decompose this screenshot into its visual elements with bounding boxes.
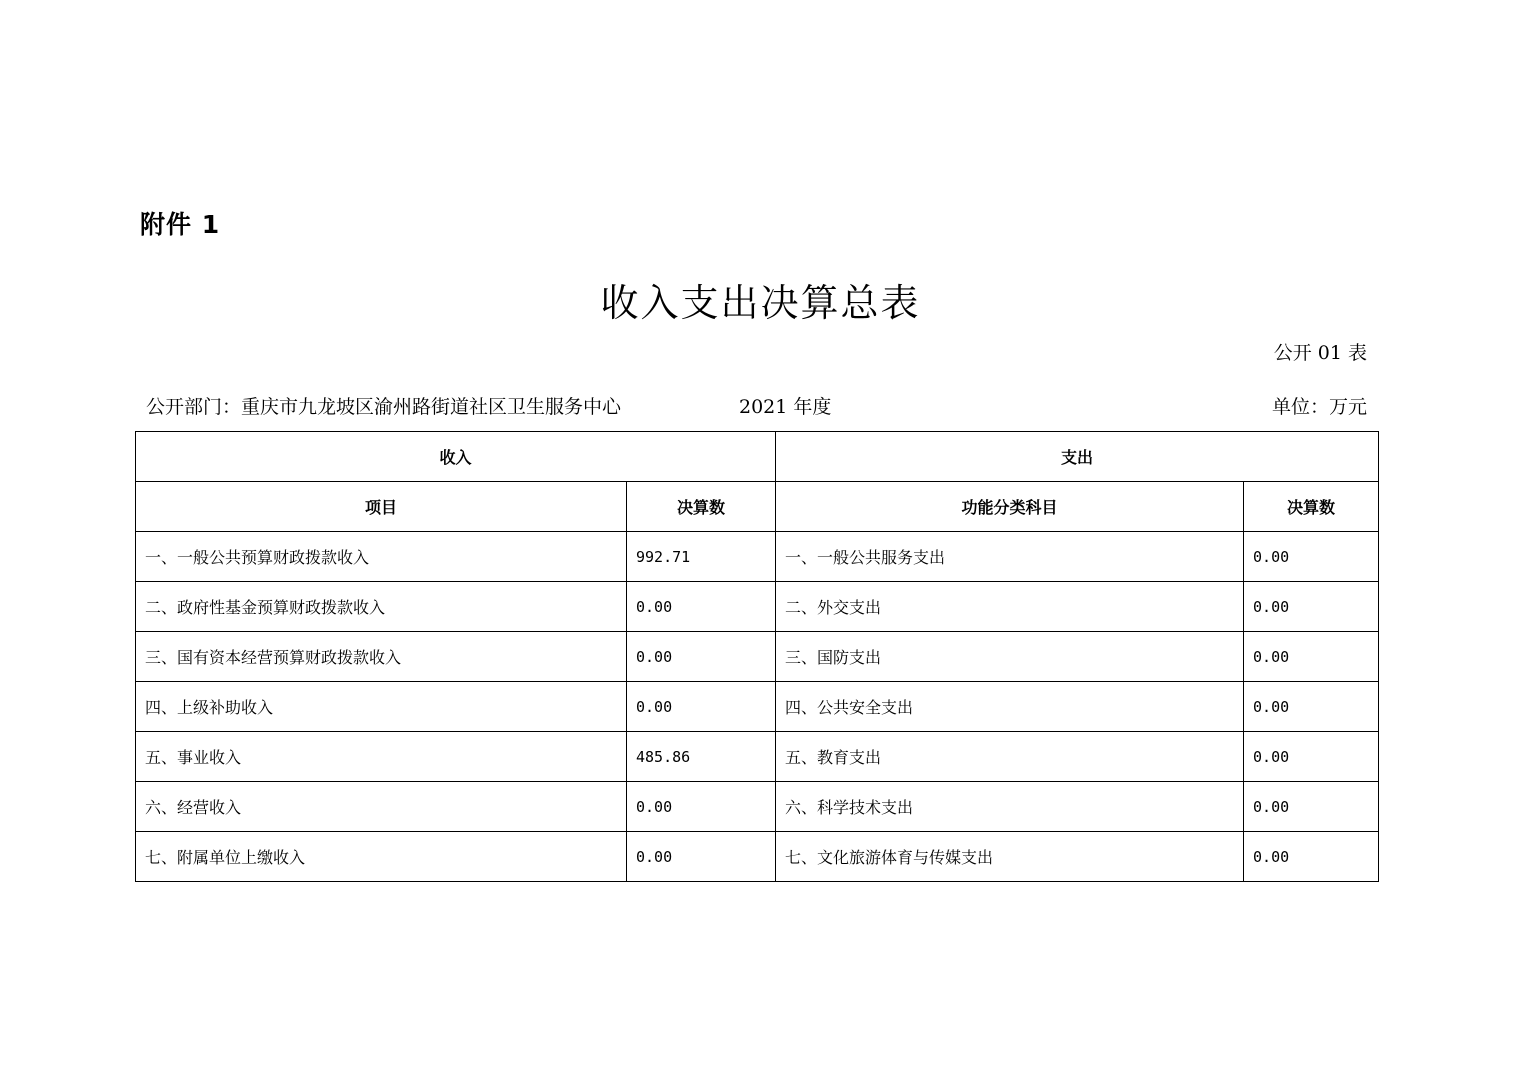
income-amount-cell: 485.86 [627,732,776,782]
expense-amount-cell: 0.00 [1244,732,1379,782]
table-row [136,632,1379,682]
income-amount-cell: 0.00 [627,582,776,632]
income-item-cell: 五、事业收入 [136,732,627,782]
summary-table [135,431,1379,882]
income-item-cell: 一、一般公共预算财政拨款收入 [136,532,627,582]
expense-item-cell: 四、公共安全支出 [776,682,1244,732]
table-row [136,782,1379,832]
expense-amount-header: 决算数 [1244,482,1379,532]
department-label: 公开部门：重庆市九龙坡区渝州路街道社区卫生服务中心 [146,396,622,418]
table-row [136,732,1379,782]
income-item-cell: 三、国有资本经营预算财政拨款收入 [136,632,627,682]
expense-amount-cell: 0.00 [1244,782,1379,832]
group-header-row [136,432,1379,482]
expense-amount-cell: 0.00 [1244,682,1379,732]
unit-label: 单位：万元 [1271,396,1367,418]
expense-group-header: 支出 [776,432,1379,482]
income-item-header: 项目 [136,482,627,532]
income-group-header: 收入 [136,432,776,482]
table-row [136,582,1379,632]
expense-item-cell: 二、外交支出 [776,582,1244,632]
income-item-cell: 六、经营收入 [136,782,627,832]
attachment-label: 附件 1 [140,210,221,239]
expense-item-cell: 一、一般公共服务支出 [776,532,1244,582]
expense-item-cell: 七、文化旅游体育与传媒支出 [776,832,1244,882]
table-code: 公开 01 表 [1273,342,1367,364]
income-amount-cell: 0.00 [627,832,776,882]
page-title: 收入支出决算总表 [600,281,921,325]
income-amount-cell: 0.00 [627,632,776,682]
expense-amount-cell: 0.00 [1244,832,1379,882]
table-row [136,532,1379,582]
expense-amount-cell: 0.00 [1244,582,1379,632]
column-header-row [136,482,1379,532]
income-amount-cell: 992.71 [627,532,776,582]
expense-amount-cell: 0.00 [1244,632,1379,682]
fiscal-year: 2021 年度 [739,396,832,418]
table-row [136,682,1379,732]
meta-row [146,392,1367,418]
expense-item-cell: 五、教育支出 [776,732,1244,782]
income-amount-header: 决算数 [627,482,776,532]
table-row [136,832,1379,882]
expense-item-header: 功能分类科目 [776,482,1244,532]
income-amount-cell: 0.00 [627,782,776,832]
income-item-cell: 四、上级补助收入 [136,682,627,732]
income-amount-cell: 0.00 [627,682,776,732]
expense-item-cell: 六、科学技术支出 [776,782,1244,832]
income-item-cell: 七、附属单位上缴收入 [136,832,627,882]
expense-amount-cell: 0.00 [1244,532,1379,582]
income-item-cell: 二、政府性基金预算财政拨款收入 [136,582,627,632]
expense-item-cell: 三、国防支出 [776,632,1244,682]
